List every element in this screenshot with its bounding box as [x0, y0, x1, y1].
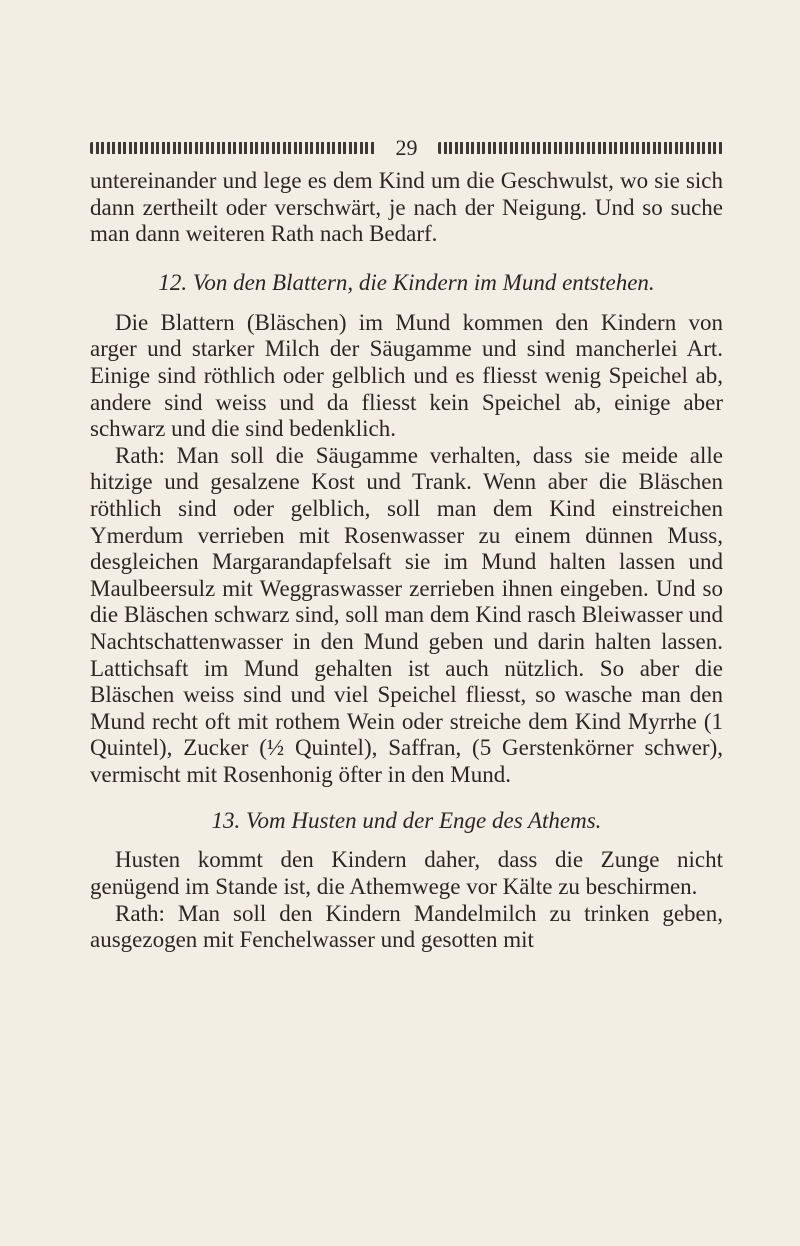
paragraph: Die Blattern (Bläschen) im Mund kommen den Kindern von arger und starker Milch der Säugamme und sind mancherlei Art. Einige sind röthlich oder gelblich und es fliesst wenig Speichel ab, andere sind weiss und da fliesst kein Speichel ab, einige aber schwarz und die sind bedenklich.: [90, 309, 723, 442]
section-heading-13: [90, 807, 723, 835]
section-heading-12: [90, 269, 723, 297]
paragraph: Rath: Man soll die Säugamme verhalten, dass sie meide alle hitzige und gesalzene Kost und Trank. Wenn aber die Bläschen röthlich sind oder gelblich, soll man dem Kind einstreichen Ymerdum verrieben mit Rosenwasser zu einem dünnen Muss, desgleichen Margarandapfelsaft sie im Mund halten lassen und Maulbeersulz mit Weggraswasser zerrieben ihnen eingeben. Und so die Bläschen schwarz sind, soll man dem Kind rasch Bleiwasser und Nachtschattenwasser in den Mund geben und darin halten lassen. Lattichsaft im Mund gehalten ist auch nützlich. So aber die Bläschen weiss sind und viel Speichel fliesst, so wasche man den Mund recht oft mit rothem Wein oder streiche dem Kind Myrrhe (1 Quintel), Zucker (½ Quintel), Saffran, (5 Gerstenkörner schwer), vermischt mit Rosenhonig öfter in den Mund.: [90, 442, 723, 787]
right-ornament-border: [438, 142, 723, 154]
left-ornament-border: [90, 142, 375, 154]
section-number: 13.: [211, 808, 241, 834]
section-number: 12.: [158, 269, 188, 295]
paragraph-continuation: untereinander und lege es dem Kind um die Geschwulst, wo sie sich dann zertheilt oder verschwärt, je nach der Neigung. Und so suche man dann weiteren Rath nach Bedarf.: [90, 168, 723, 247]
page-number: 29: [395, 135, 418, 160]
page-header: [90, 135, 723, 160]
section-title: Vom Husten und der Enge des Athems.: [246, 808, 602, 834]
paragraph: Rath: Man soll den Kindern Mandelmilch zu trinken geben, ausgezogen mit Fenchelwasser und gesotten mit: [90, 900, 723, 953]
section-title: Von den Blattern, die Kindern im Mund entstehen.: [192, 269, 655, 295]
page-body: [90, 168, 723, 954]
paragraph: Husten kommt den Kindern daher, dass die Zunge nicht genügend im Stande ist, die Athemwege vor Kälte zu beschirmen.: [90, 847, 723, 900]
